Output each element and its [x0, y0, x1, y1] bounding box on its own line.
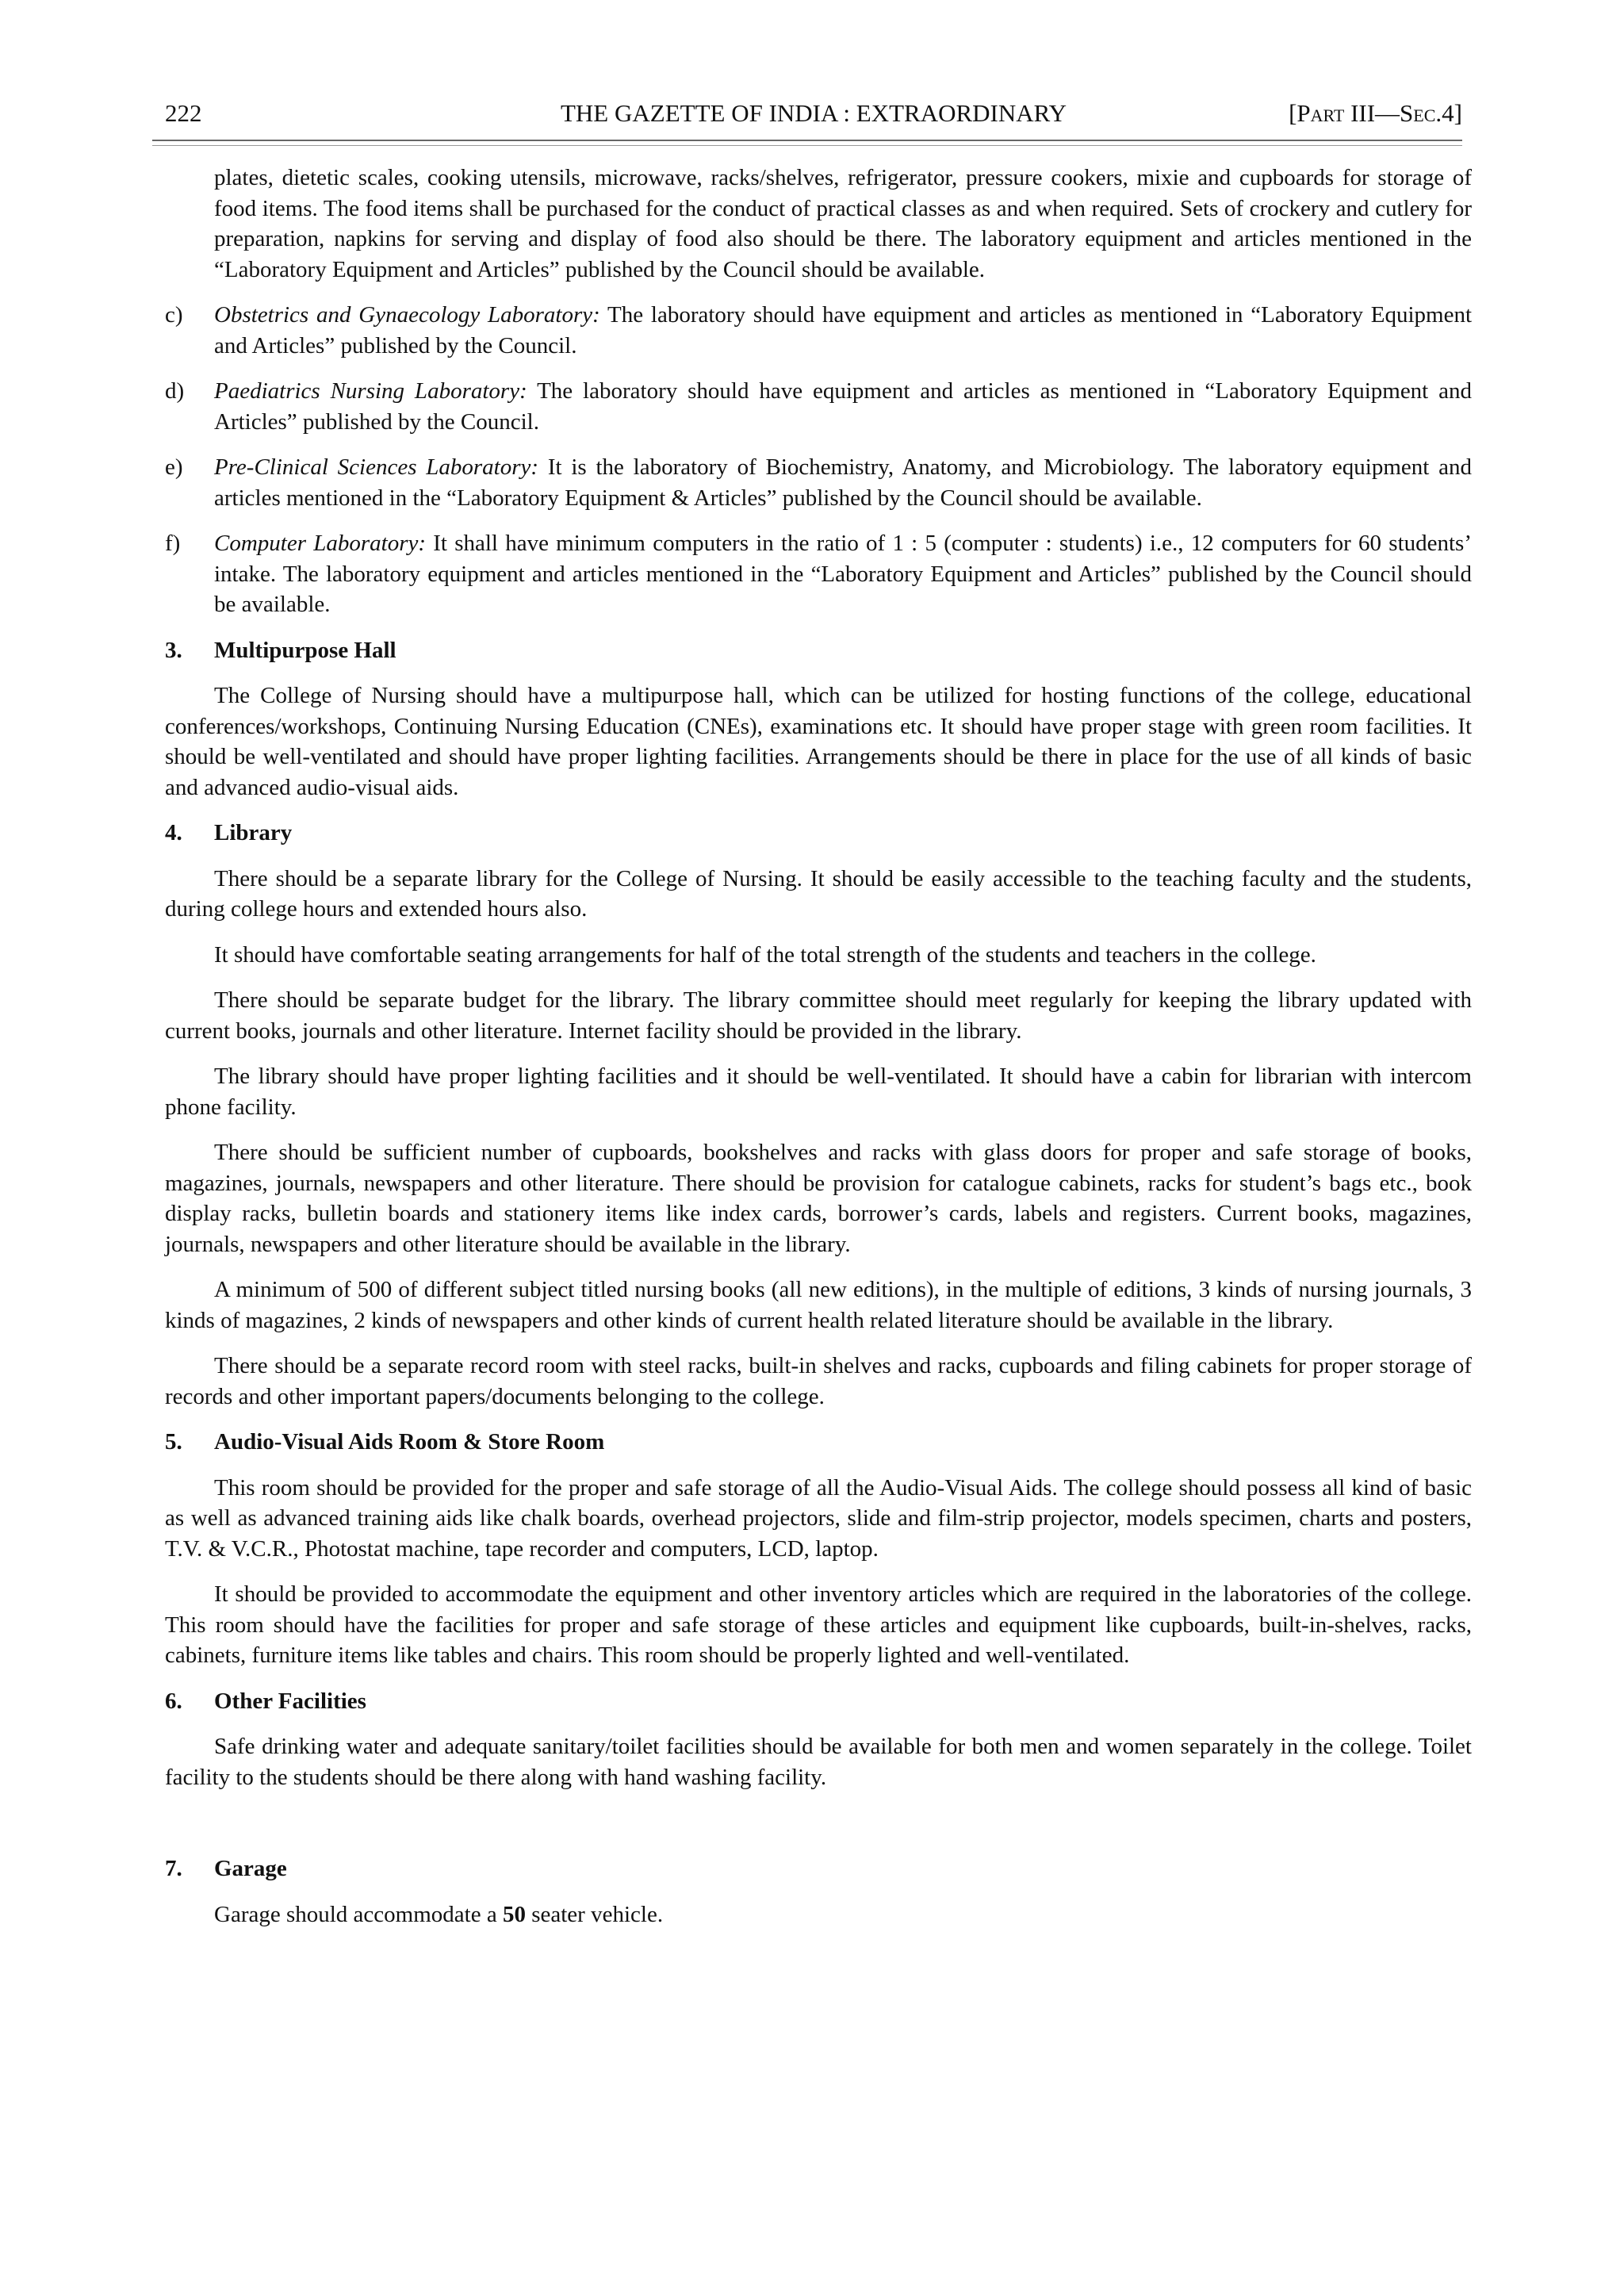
page-header — [165, 94, 1462, 133]
paragraph: This room should be provided for the proper and safe storage of all the Audio-Visual Aids. The college should possess all kind of basic as well as advanced training aids like chalk boards, overhead projectors, slide and film-strip projector, models specimen, charts and posters, T.V. & V.C.R., Photostat machine, tape recorder and computers, LCD, laptop. — [165, 1474, 1472, 1562]
lab-item-preclinical: e) Pre-Clinical Sciences Laboratory: It is the laboratory of Biochemistry, Anatomy, and Microbiology. The laboratory equipment and articles mentioned in the “Laboratory Equipment & Articles” published by the Council should be available. — [165, 454, 1472, 511]
paragraph: The library should have proper lighting facilities and it should be well-ventilated. It should have a cabin for librarian with intercom phone facility. — [165, 1064, 1472, 1120]
page-number: 222 — [165, 99, 202, 127]
header-rule — [152, 140, 1462, 141]
section-heading-garage: 7. Garage — [165, 1856, 287, 1881]
header-rule-thin — [152, 145, 1462, 146]
paragraph: It should be provided to accommodate the equipment and other inventory articles which are required in the laboratories of the college. This room should have the facilities for proper and safe storage of these articles and equipment like cupboards, built-in-shelves, racks, cabinets, furniture items like tables and chairs. This room should be properly lighted and well-ventilated. — [165, 1581, 1472, 1668]
section-heading-audio-visual: 5. Audio-Visual Aids Room & Store Room — [165, 1429, 605, 1455]
paragraph: It should have comfortable seating arrangements for half of the total strength of the students and teachers in the college. — [214, 941, 1316, 968]
garage-paragraph: Garage should accommodate a 50 seater vehicle. — [214, 1901, 664, 1927]
paragraph: Safe drinking water and adequate sanitary/toilet facilities should be available for both men and women separately in the college. Toilet facility to the students should be there along with hand washing facility. — [165, 1734, 1472, 1790]
paragraph: There should be a separate record room with steel racks, built-in shelves and racks, cupboards and filing cabinets for proper storage of records and other important papers/documents belonging to the college. — [165, 1353, 1472, 1409]
seat-count: 50 — [502, 1901, 526, 1927]
paragraph: The College of Nursing should have a multipurpose hall, which can be utilized for hosting functions of the college, educational conferences/workshops, Continuing Nursing Education (CNEs), examinations etc. It should have proper stage with green room facilities. It should be well-ventilated and should have proper lighting facilities. Arrangements should be there in place for the use of all kinds of basic and advanced audio-visual aids. — [165, 683, 1472, 800]
part-section: [Part III—Sec.4] — [1289, 99, 1462, 127]
section-heading-multipurpose-hall: 3. Multipurpose Hall — [165, 637, 396, 663]
paragraph: There should be separate budget for the library. The library committee should meet regularly for keeping the library updated with current books, journals and other literature. Internet facility should be provided in the library. — [165, 987, 1472, 1044]
paragraph: There should be a separate library for the College of Nursing. It should be easily accessible to the teaching faculty and the students, during college hours and extended hours also. — [165, 865, 1472, 922]
page-content — [165, 163, 1472, 1945]
section-heading-other-facilities: 6. Other Facilities — [165, 1688, 366, 1714]
section-heading-library: 4. Library — [165, 820, 293, 845]
spacer — [165, 1807, 1472, 1853]
lab-item-computer: f) Computer Laboratory: It shall have minimum computers in the ratio of 1 : 5 (computer : students) i.e., 12 computers for 60 students’ intake. The laboratory equipment and articles mentioned in the “Laboratory Equipment and Articles” published by the Council should be available. — [165, 531, 1473, 617]
gazette-title: THE GAZETTE OF INDIA : EXTRAORDINARY — [560, 99, 1067, 127]
paragraph: A minimum of 500 of different subject titled nursing books (all new editions), in the multiple of editions, 3 kinds of nursing journals, 3 kinds of magazines, 2 kinds of newspapers and other kinds of current health related literature should be available in the library. — [165, 1277, 1472, 1333]
lab-item-paediatrics: d) Paediatrics Nursing Laboratory: The laboratory should have equipment and articles as mentioned in “Laboratory Equipment and Articles” published by the Council. — [165, 378, 1472, 435]
continuation-paragraph: plates, dietetic scales, cooking utensils, microwave, racks/shelves, refrigerator, pressure cookers, mixie and cupboards for storage of food items. The food items shall be purchased for the conduct of practical classes as and when required. Sets of crockery and cutlery for preparation, napkins for serving and display of food also should be there. The laboratory equipment and articles mentioned in the “Laboratory Equipment and Articles” published by the Council should be available. — [214, 165, 1472, 282]
paragraph: There should be sufficient number of cupboards, bookshelves and racks with glass doors for proper and safe storage of books, magazines, journals, newspapers and other literature. There should be provision for catalogue cabinets, racks for student’s bags etc., book display racks, bulletin boards and stationery items like index cards, borrower’s cards, labels and registers. Current books, magazines, journals, newspapers and other literature should be available in the library. — [165, 1140, 1472, 1257]
lab-item-obstetrics: c) Obstetrics and Gynaecology Laboratory: The laboratory should have equipment and articles as mentioned in “Laboratory Equipment and Articles” published by the Council. — [165, 302, 1472, 358]
